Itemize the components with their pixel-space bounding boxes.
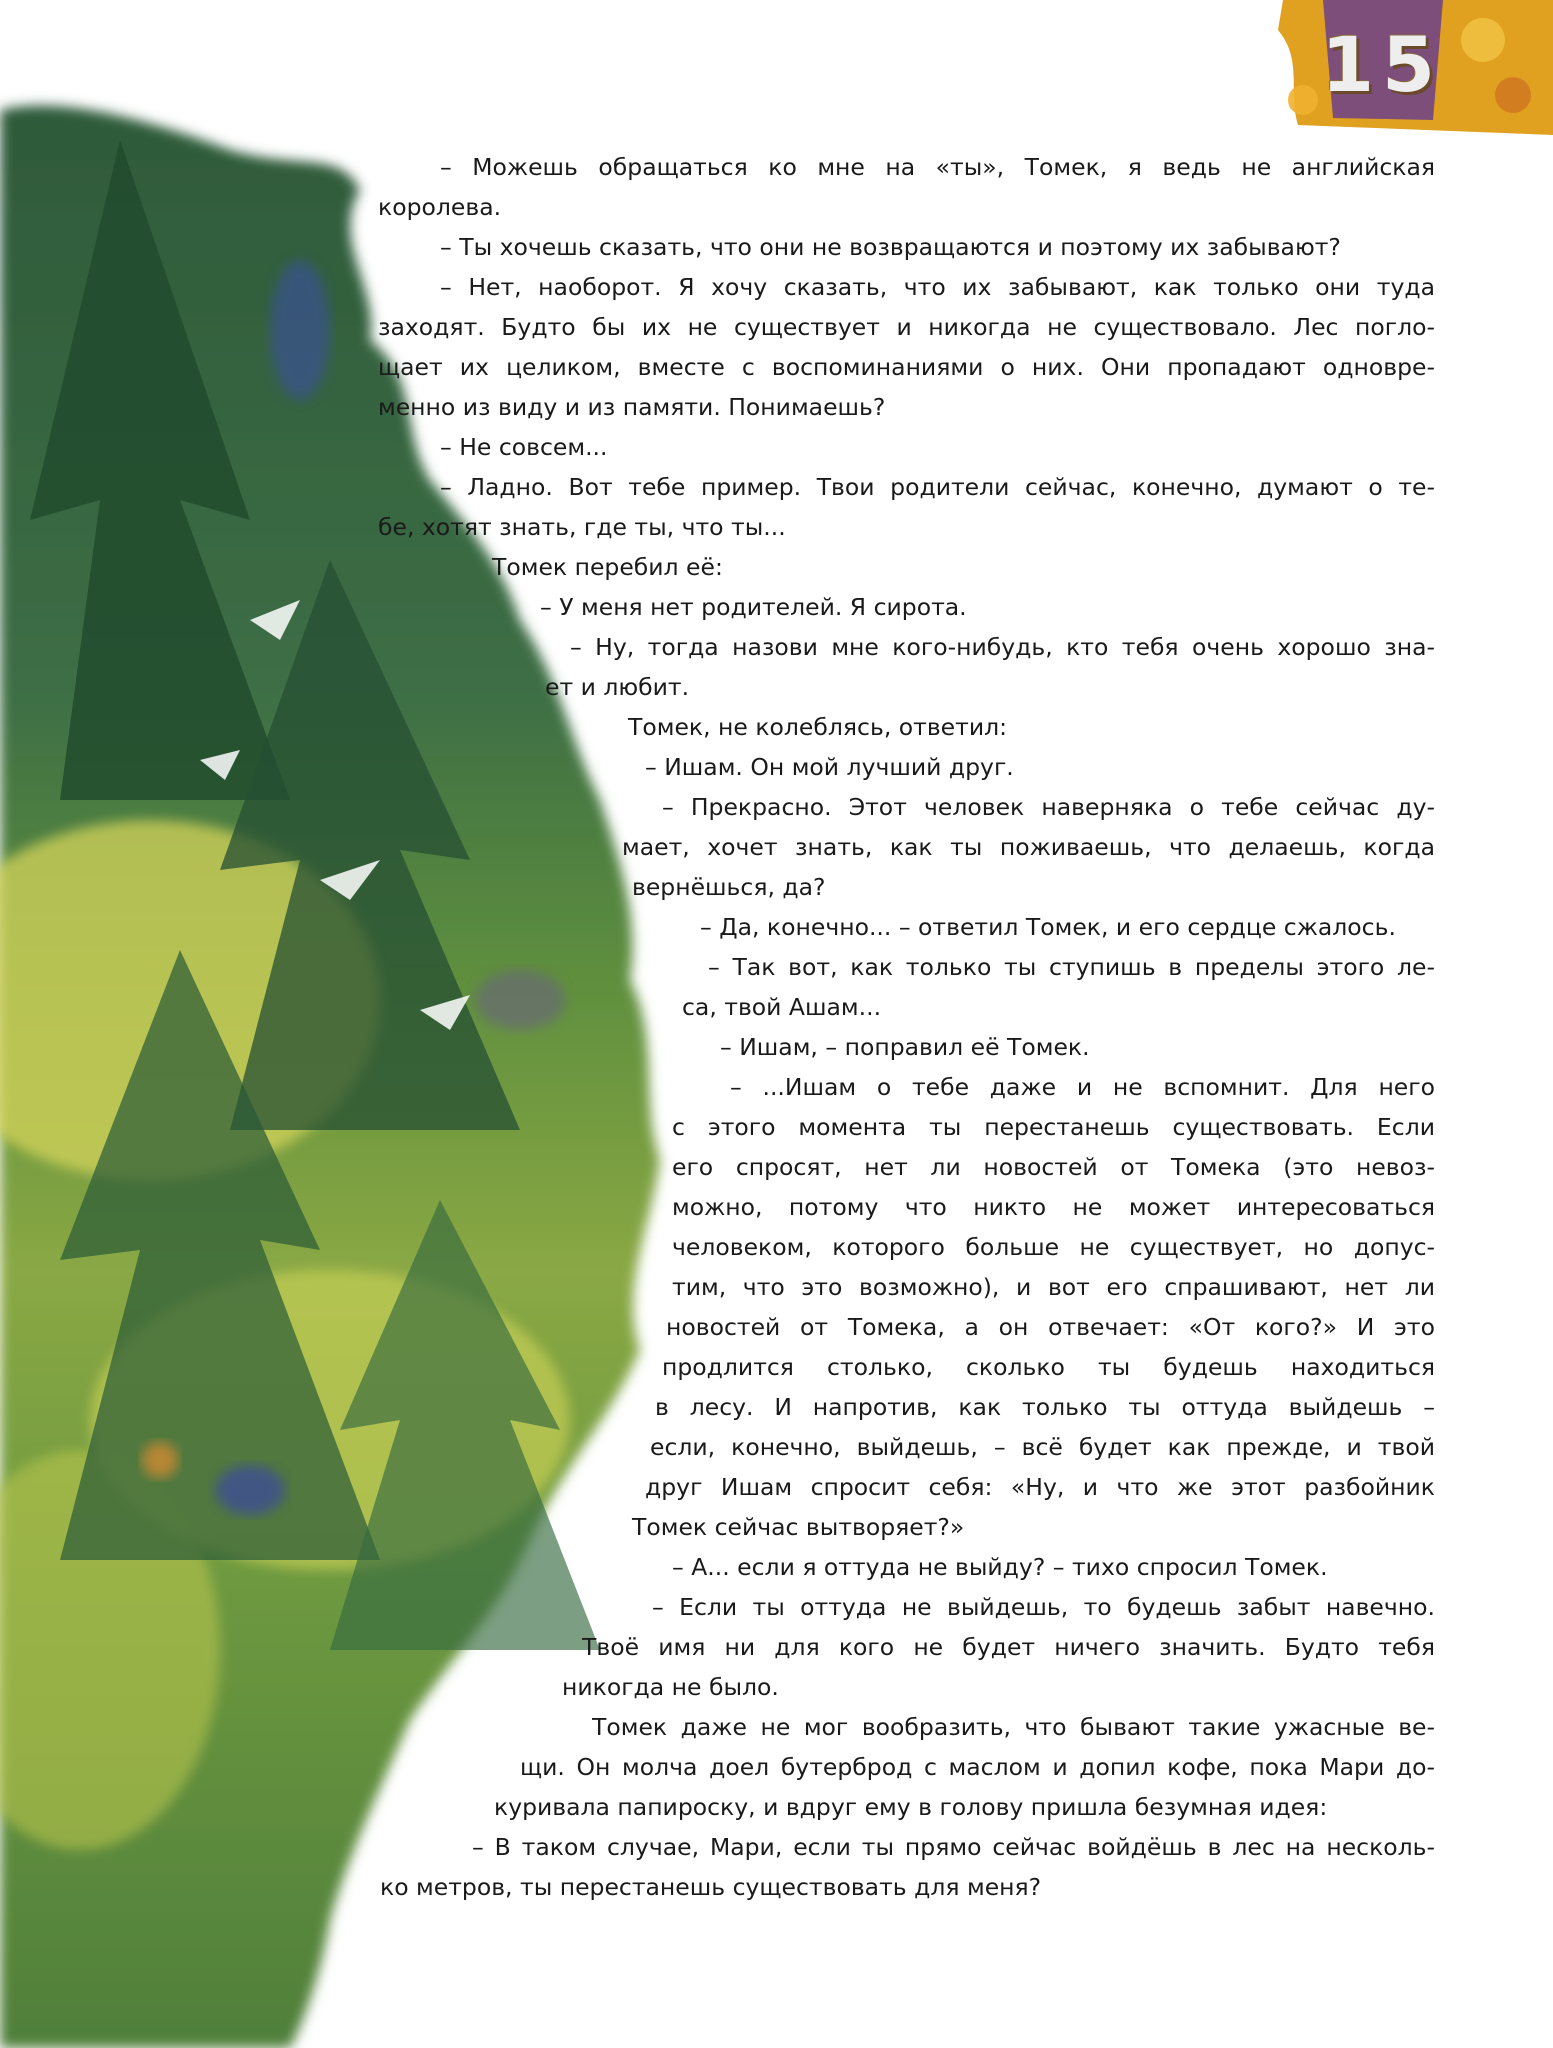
text-line: человеком, которого больше не существует, но допус-: [672, 1233, 1435, 1261]
page-number: 15: [1321, 20, 1443, 109]
text-line: са, твой Ашам...: [682, 993, 882, 1021]
text-line: менно из виду и из памяти. Понимаешь?: [378, 393, 886, 421]
text-line: – Если ты оттуда не выйдешь, то будешь забыт навечно.: [652, 1593, 1435, 1621]
text-line: – Можешь обращаться ко мне на «ты», Томек, я ведь не английская: [440, 153, 1435, 181]
text-line: бе, хотят знать, где ты, что ты...: [378, 513, 786, 541]
text-line: – Ишам, – поправил её Томек.: [720, 1033, 1090, 1061]
text-line: ко метров, ты перестанешь существовать для меня?: [380, 1873, 1042, 1901]
text-line: вернёшься, да?: [632, 873, 826, 901]
text-line: ет и любит.: [545, 673, 690, 701]
text-line: – Да, конечно... – ответил Томек, и его сердце сжалось.: [700, 913, 1396, 941]
text-line: – Ты хочешь сказать, что они не возвращаются и поэтому их забывают?: [440, 233, 1341, 261]
text-line: с этого момента ты перестанешь существовать. Если: [672, 1113, 1435, 1141]
text-line: Томек даже не мог вообразить, что бывают такие ужасные ве-: [592, 1713, 1435, 1741]
text-line: его спросят, нет ли новостей от Томека (это невоз-: [672, 1153, 1435, 1181]
text-line: королева.: [378, 193, 502, 221]
text-line: – А... если я оттуда не выйду? – тихо спросил Томек.: [672, 1553, 1328, 1581]
text-line: – ...Ишам о тебе даже и не вспомнит. Для него: [730, 1073, 1435, 1101]
text-line: Твоё имя ни для кого не будет ничего значить. Будто тебя: [582, 1633, 1435, 1661]
text-line: – Нет, наоборот. Я хочу сказать, что их забывают, как только они туда: [440, 273, 1435, 301]
text-line: никогда не было.: [562, 1673, 779, 1701]
text-line: Томек перебил её:: [492, 553, 723, 581]
text-line: можно, потому что никто не может интересоваться: [672, 1193, 1435, 1221]
text-line: новостей от Томека, а он отвечает: «От кого?» И это: [666, 1313, 1435, 1341]
text-line: в лесу. И напротив, как только ты оттуда выйдешь –: [655, 1393, 1435, 1421]
text-line: куривала папироску, и вдруг ему в голову пришла безумная идея:: [494, 1793, 1328, 1821]
text-line: тим, что это возможно), и вот его спрашивают, нет ли: [672, 1273, 1435, 1301]
text-line: если, конечно, выйдешь, – всё будет как прежде, и твой: [650, 1433, 1435, 1461]
text-line: – Ну, тогда назови мне кого-нибудь, кто тебя очень хорошо зна-: [570, 633, 1435, 661]
text-line: – У меня нет родителей. Я сирота.: [540, 593, 967, 621]
text-line: мает, хочет знать, как ты поживаешь, что делаешь, когда: [622, 833, 1435, 861]
text-line: щи. Он молча доел бутерброд с маслом и допил кофе, пока Мари до-: [520, 1753, 1435, 1781]
text-line: – Ладно. Вот тебе пример. Твои родители сейчас, конечно, думают о те-: [440, 473, 1435, 501]
text-line: заходят. Будто бы их не существует и никогда не существовало. Лес погло-: [378, 313, 1435, 341]
text-line: друг Ишам спросит себя: «Ну, и что же этот разбойник: [645, 1473, 1435, 1501]
text-line: продлится столько, сколько ты будешь находиться: [662, 1353, 1435, 1381]
text-line: – В таком случае, Мари, если ты прямо сейчас войдёшь в лес на несколь-: [472, 1833, 1435, 1861]
text-line: – Так вот, как только ты ступишь в пределы этого ле-: [708, 953, 1435, 981]
text-line: – Прекрасно. Этот человек наверняка о тебе сейчас ду-: [662, 793, 1435, 821]
text-line: – Не совсем...: [440, 433, 608, 461]
text-line: щает их целиком, вместе с воспоминаниями о них. Они пропадают одновре-: [378, 353, 1435, 381]
text-line: Томек сейчас вытворяет?»: [632, 1513, 965, 1541]
text-line: – Ишам. Он мой лучший друг.: [645, 753, 1014, 781]
text-line: Томек, не колеблясь, ответил:: [628, 713, 1008, 741]
